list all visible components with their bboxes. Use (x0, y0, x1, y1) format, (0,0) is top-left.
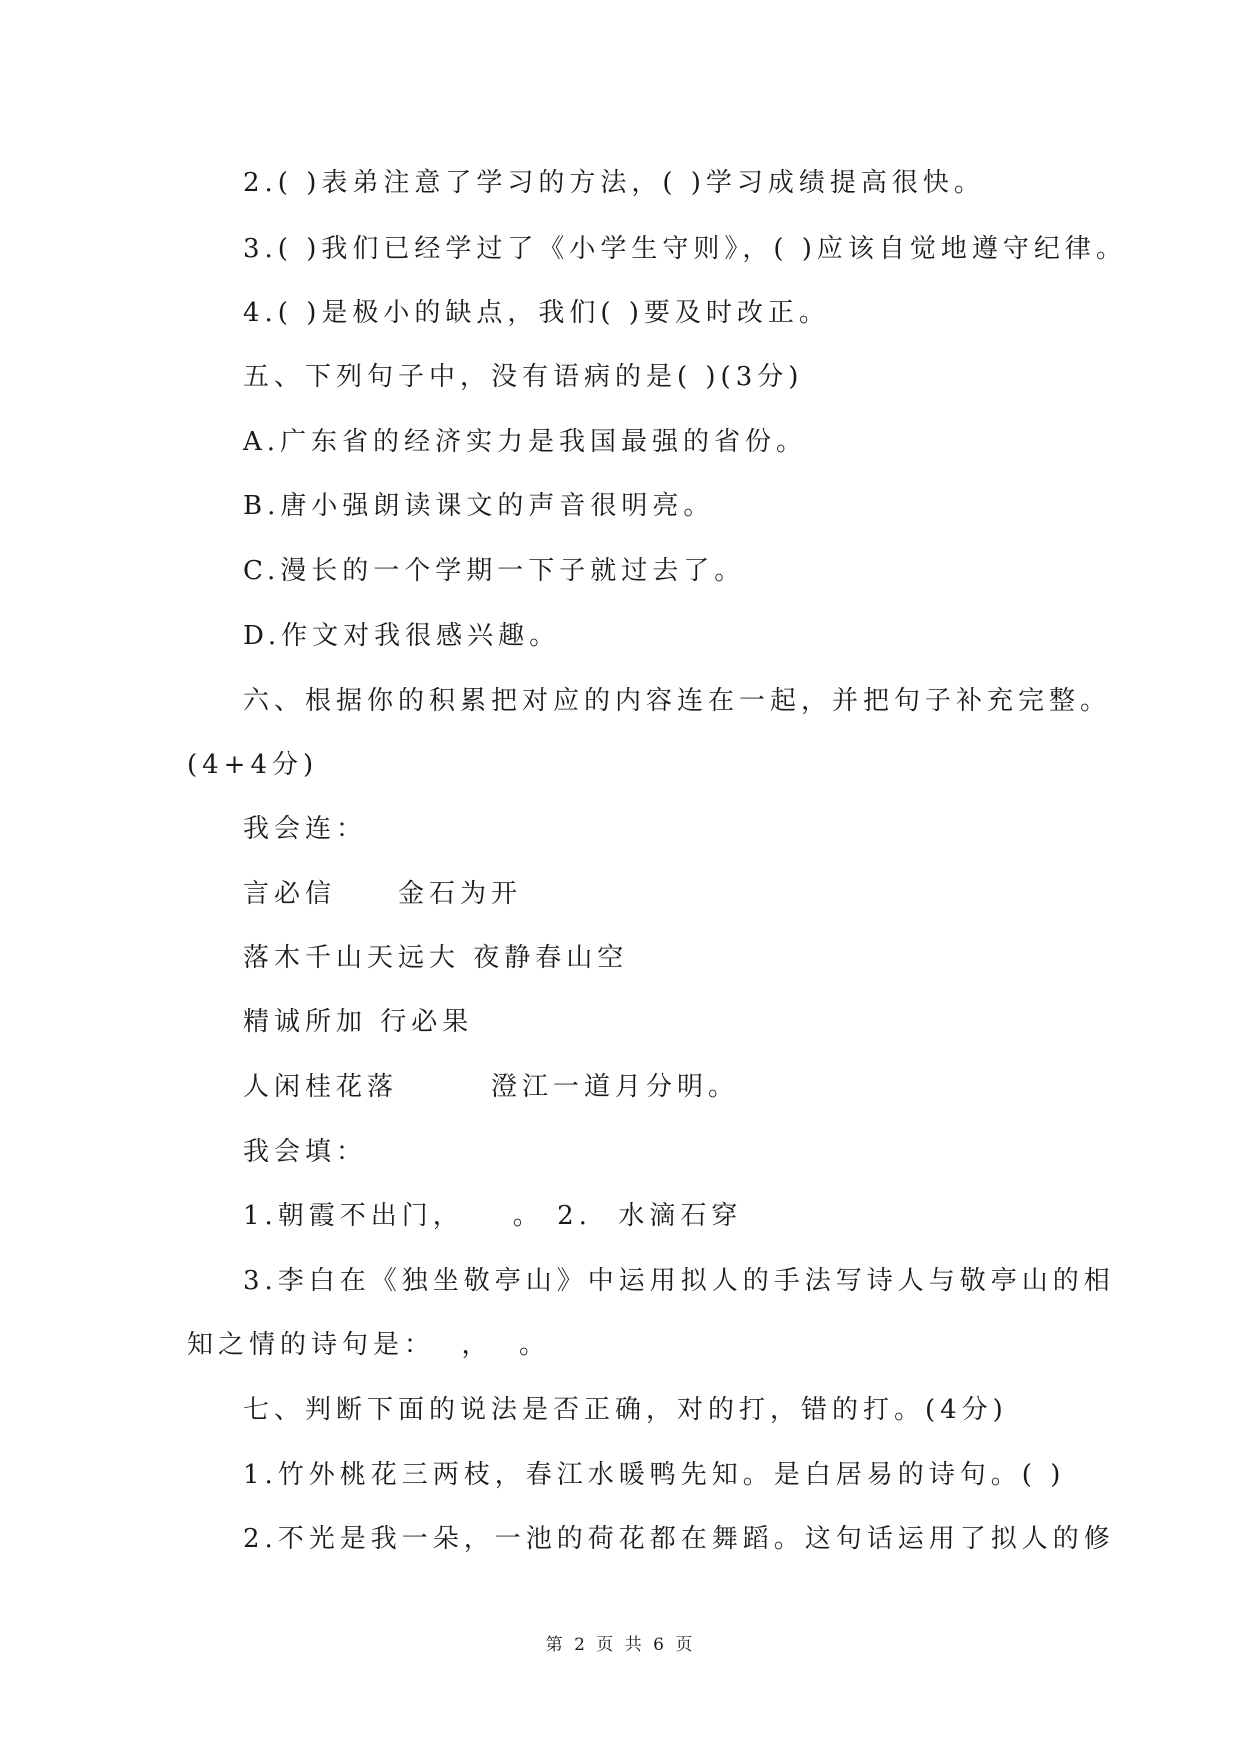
option-c: C.漫长的一个学期一下子就过去了。 (243, 556, 746, 586)
text-line: 知之情的诗句是： ， 。 (187, 1330, 551, 1360)
text-line: 4.( )是极小的缺点，我们( )要及时改正。 (243, 298, 830, 328)
page-footer: 第 2 页 共 6 页 (545, 1635, 696, 1655)
text-line: 1.竹外桃花三两枝，春江水暖鸭先知。是白居易的诗句。( ) (243, 1460, 1066, 1490)
text-line: 3.( )我们已经学过了《小学生守则》，( )应该自觉地遵守纪律。 (243, 234, 1127, 264)
subheading: 我会填： (243, 1137, 368, 1167)
section-heading: 六、根据你的积累把对应的内容连在一起，并把句子补充完整。 (243, 686, 1112, 716)
text-line: 2.不光是我一朵，一池的荷花都在舞蹈。这句话运用了拟人的修 (243, 1524, 1115, 1554)
section-heading: 五、下列句子中，没有语病的是( )(3分) (243, 362, 804, 392)
text-line: 1.朝霞不出门， 。 2. 水滴石穿 (243, 1201, 743, 1231)
text-line: 人闲桂花落 澄江一道月分明。 (243, 1072, 740, 1102)
option-a: A.广东省的经济实力是我国最强的省份。 (243, 427, 808, 457)
text-line: 言必信 金石为开 (243, 879, 523, 909)
text-line: 3.李白在《独坐敬亭山》中运用拟人的手法写诗人与敬亭山的相 (243, 1266, 1115, 1296)
text-line: 2.( )表弟注意了学习的方法，( )学习成绩提高很快。 (243, 168, 985, 198)
option-b: B.唐小强朗读课文的声音很明亮。 (243, 491, 715, 521)
section-heading: 七、判断下面的说法是否正确，对的打，错的打。(4分) (243, 1395, 1008, 1425)
text-line: (4+4分) (187, 750, 319, 780)
option-d: D.作文对我很感兴趣。 (243, 621, 561, 651)
text-line: 落木千山天远大 夜静春山空 (243, 943, 629, 973)
text-line: 精诚所加 行必果 (243, 1007, 474, 1037)
subheading: 我会连： (243, 814, 368, 844)
